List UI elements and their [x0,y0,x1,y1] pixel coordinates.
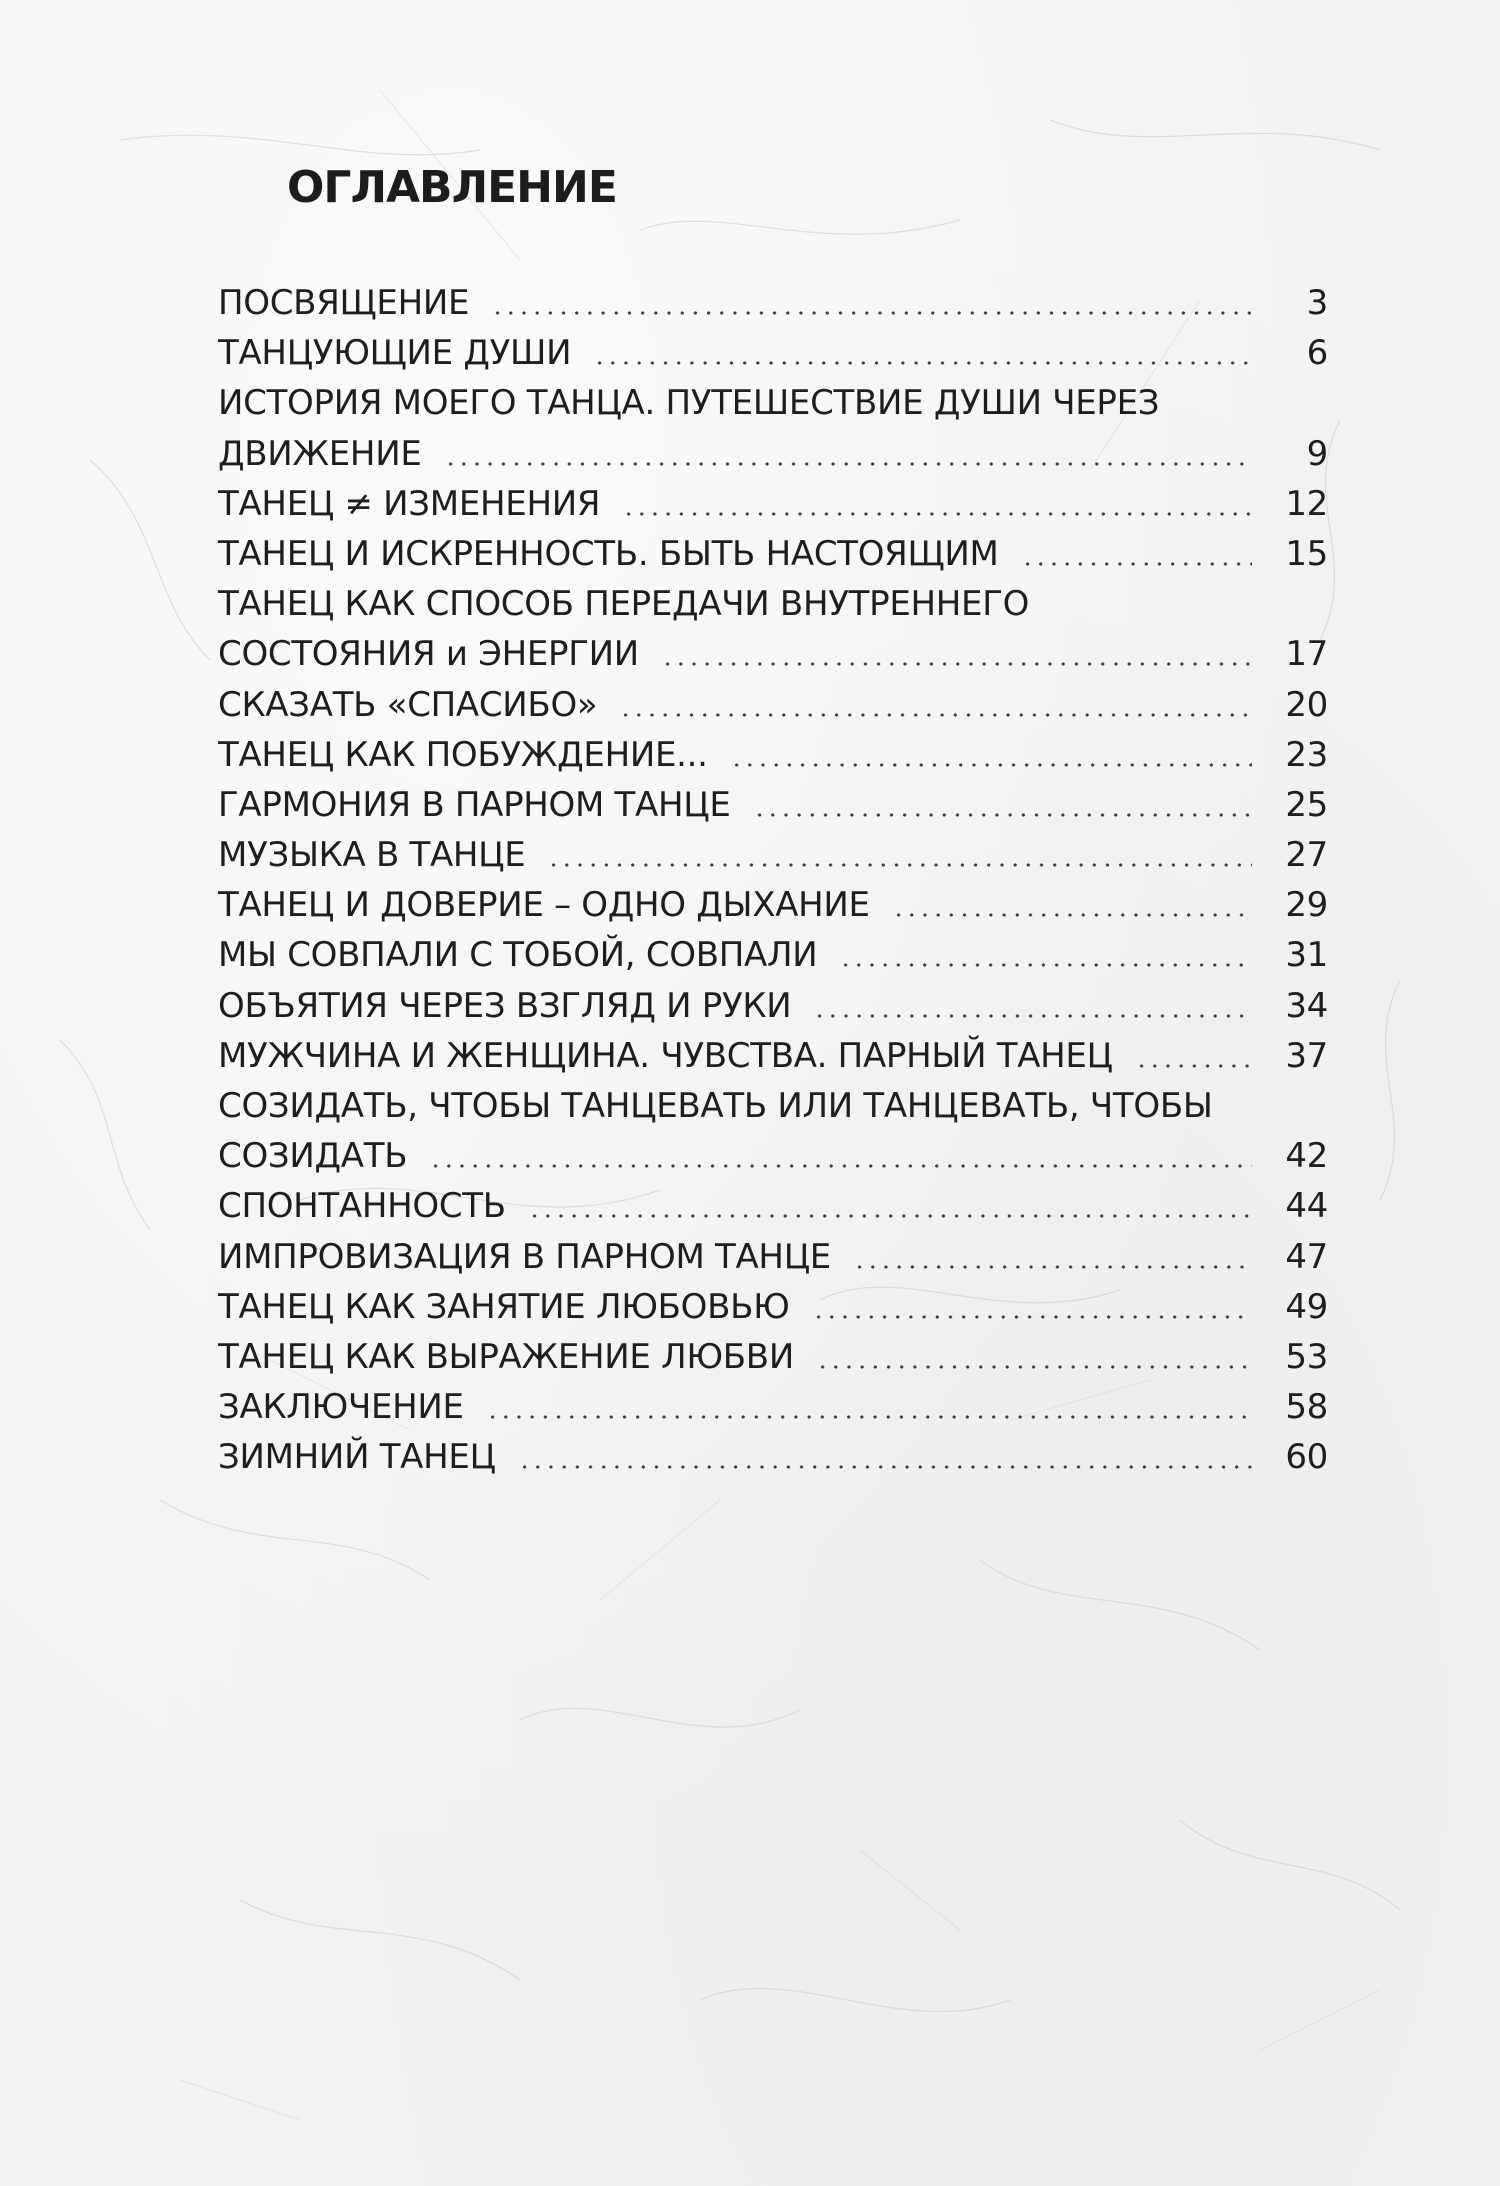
toc-entry [218,880,1328,930]
dot-leader [619,684,1252,718]
dot-leader [1135,1035,1252,1069]
toc-entry [218,730,1328,780]
toc-entry-page-number: 42 [1285,1136,1328,1177]
toc-entry-line [218,680,1328,730]
toc-entry-page-number: 29 [1285,885,1328,926]
dot-leader [816,1336,1252,1370]
toc-entry-line [218,328,1328,378]
toc-entry-title: ТАНЕЦ И ДОВЕРИЕ – ОДНО ДЫХАНИЕ [218,885,870,926]
toc-entry-line [218,1031,1328,1081]
toc-entry-title: СПОНТАННОСТЬ [218,1186,506,1227]
toc-entry-page-number: 60 [1285,1437,1328,1478]
toc-entry-page-number: 37 [1285,1035,1328,1076]
dot-leader [528,1185,1252,1219]
toc-entry-title: ТАНЕЦ ≠ ИЗМЕНЕНИЯ [218,483,601,524]
toc-entry-line [218,1332,1328,1382]
dot-leader [1021,533,1252,567]
toc-entry-title: ТАНЕЦ КАК ЗАНЯТИЕ ЛЮБОВЬЮ [218,1286,790,1327]
toc-entry [218,1081,1328,1181]
toc-entry [218,680,1328,730]
toc-entry [218,328,1328,378]
page-title: ОГЛАВЛЕНИЕ [287,162,617,213]
toc-entry-page-number: 3 [1306,283,1328,323]
toc-entry-title: ИСТОРИЯ МОЕГО ТАНЦА. ПУТЕШЕСТВИЕ ДУШИ ЧЕРЕЗ [218,383,1160,424]
toc-entry-page-number: 31 [1285,935,1328,976]
dot-leader [444,433,1252,467]
table-of-contents [218,278,1328,1483]
dot-leader [753,784,1252,818]
toc-entry-page-number: 27 [1285,835,1328,876]
toc-entry-line [218,529,1328,579]
toc-entry-page-number: 20 [1285,684,1328,725]
toc-entry [218,1031,1328,1081]
toc-entry [218,930,1328,980]
toc-entry-title: ТАНЕЦ КАК СПОСОБ ПЕРЕДАЧИ ВНУТРЕННЕГО [218,584,1030,625]
toc-entry-page-number: 12 [1285,483,1328,524]
toc-entry [218,1232,1328,1282]
toc-entry-page-number: 25 [1285,784,1328,825]
toc-entry-title: ОБЪЯТИЯ ЧЕРЕЗ ВЗГЛЯД И РУКИ [218,985,792,1026]
toc-entry-line [218,1131,1328,1181]
toc-entry-title: ТАНЕЦ И ИСКРЕННОСТЬ. БЫТЬ НАСТОЯЩИМ [218,533,999,574]
dot-leader [429,1135,1252,1169]
dot-leader [839,934,1252,968]
toc-entry-line [218,1282,1328,1332]
toc-entry [218,1382,1328,1432]
toc-entry [218,1181,1328,1231]
toc-entry [218,830,1328,880]
toc-entry [218,780,1328,830]
toc-entry-title: СОЗИДАТЬ [218,1136,408,1177]
toc-entry-title: ЗАКЛЮЧЕНИЕ [218,1387,464,1428]
toc-entry-line [218,930,1328,980]
toc-entry-title: СОЗИДАТЬ, ЧТОБЫ ТАНЦЕВАТЬ ИЛИ ТАНЦЕВАТЬ, ЧТОБЫ [218,1086,1213,1126]
toc-entry-line [218,479,1328,529]
toc-entry-page-number: 34 [1285,985,1328,1026]
dot-leader [661,633,1252,667]
toc-entry-line [218,880,1328,930]
toc-entry-title: СОСТОЯНИЯ и ЭНЕРГИИ [218,634,639,675]
dot-leader [853,1236,1252,1270]
toc-entry-page-number: 53 [1285,1336,1328,1377]
toc-entry-title: МУЗЫКА В ТАНЦЕ [218,835,526,876]
toc-entry-line-wrapped [218,1081,1328,1131]
toc-entry-line [218,730,1328,780]
toc-entry-title: МЫ СОВПАЛИ С ТОБОЙ, СОВПАЛИ [218,935,818,976]
toc-entry-title: ИМПРОВИЗАЦИЯ В ПАРНОМ ТАНЦЕ [218,1236,831,1277]
toc-entry [218,1432,1328,1482]
toc-entry-page-number: 17 [1285,634,1328,675]
dot-leader [547,834,1252,868]
toc-entry-line-wrapped [218,579,1328,629]
toc-entry [218,529,1328,579]
toc-entry-title: ГАРМОНИЯ В ПАРНОМ ТАНЦЕ [218,784,731,825]
toc-entry-line [218,981,1328,1031]
toc-entry-line [218,629,1328,679]
toc-entry [218,1282,1328,1332]
toc-entry-page-number: 15 [1285,533,1328,574]
toc-entry-title: ТАНЕЦ КАК ПОБУЖДЕНИЕ... [218,734,708,775]
toc-entry-line [218,1232,1328,1282]
toc-entry-page-number: 49 [1285,1286,1328,1327]
toc-entry-page-number: 9 [1306,433,1328,474]
toc-entry-line [218,429,1328,479]
toc-entry-title: СКАЗАТЬ «СПАСИБО» [218,684,598,725]
dot-leader [486,1386,1252,1420]
toc-entry-title: МУЖЧИНА И ЖЕНЩИНА. ЧУВСТВА. ПАРНЫЙ ТАНЕЦ [218,1035,1113,1076]
toc-entry-title: ЗИМНИЙ ТАНЕЦ [218,1437,496,1478]
dot-leader [593,332,1252,366]
dot-leader [491,282,1252,316]
toc-entry-line [218,1382,1328,1432]
toc-entry-title: ПОСВЯЩЕНИЕ [218,283,470,323]
toc-entry-page-number: 23 [1285,734,1328,775]
toc-entry-line [218,780,1328,830]
toc-entry [218,981,1328,1031]
toc-entry-title: ТАНЕЦ КАК ВЫРАЖЕНИЕ ЛЮБВИ [218,1336,794,1377]
dot-leader [518,1436,1252,1470]
dot-leader [622,483,1252,517]
toc-entry-line [218,278,1328,328]
toc-entry [218,1332,1328,1382]
toc-entry-page-number: 6 [1306,333,1328,374]
toc-entry-page-number: 44 [1285,1186,1328,1227]
toc-entry-line [218,1432,1328,1482]
toc-entry-title: ДВИЖЕНИЕ [218,433,422,474]
toc-entry [218,378,1328,478]
toc-entry-line-wrapped [218,378,1328,428]
toc-entry-page-number: 58 [1285,1387,1328,1428]
toc-entry-line [218,1181,1328,1231]
dot-leader [892,884,1252,918]
toc-entry [218,278,1328,328]
toc-entry-page-number: 47 [1285,1236,1328,1277]
toc-entry-title: ТАНЦУЮЩИЕ ДУШИ [218,333,572,374]
toc-entry [218,579,1328,679]
dot-leader [813,985,1252,1019]
dot-leader [812,1286,1252,1320]
toc-entry [218,479,1328,529]
dot-leader [730,734,1252,768]
toc-entry-line [218,830,1328,880]
